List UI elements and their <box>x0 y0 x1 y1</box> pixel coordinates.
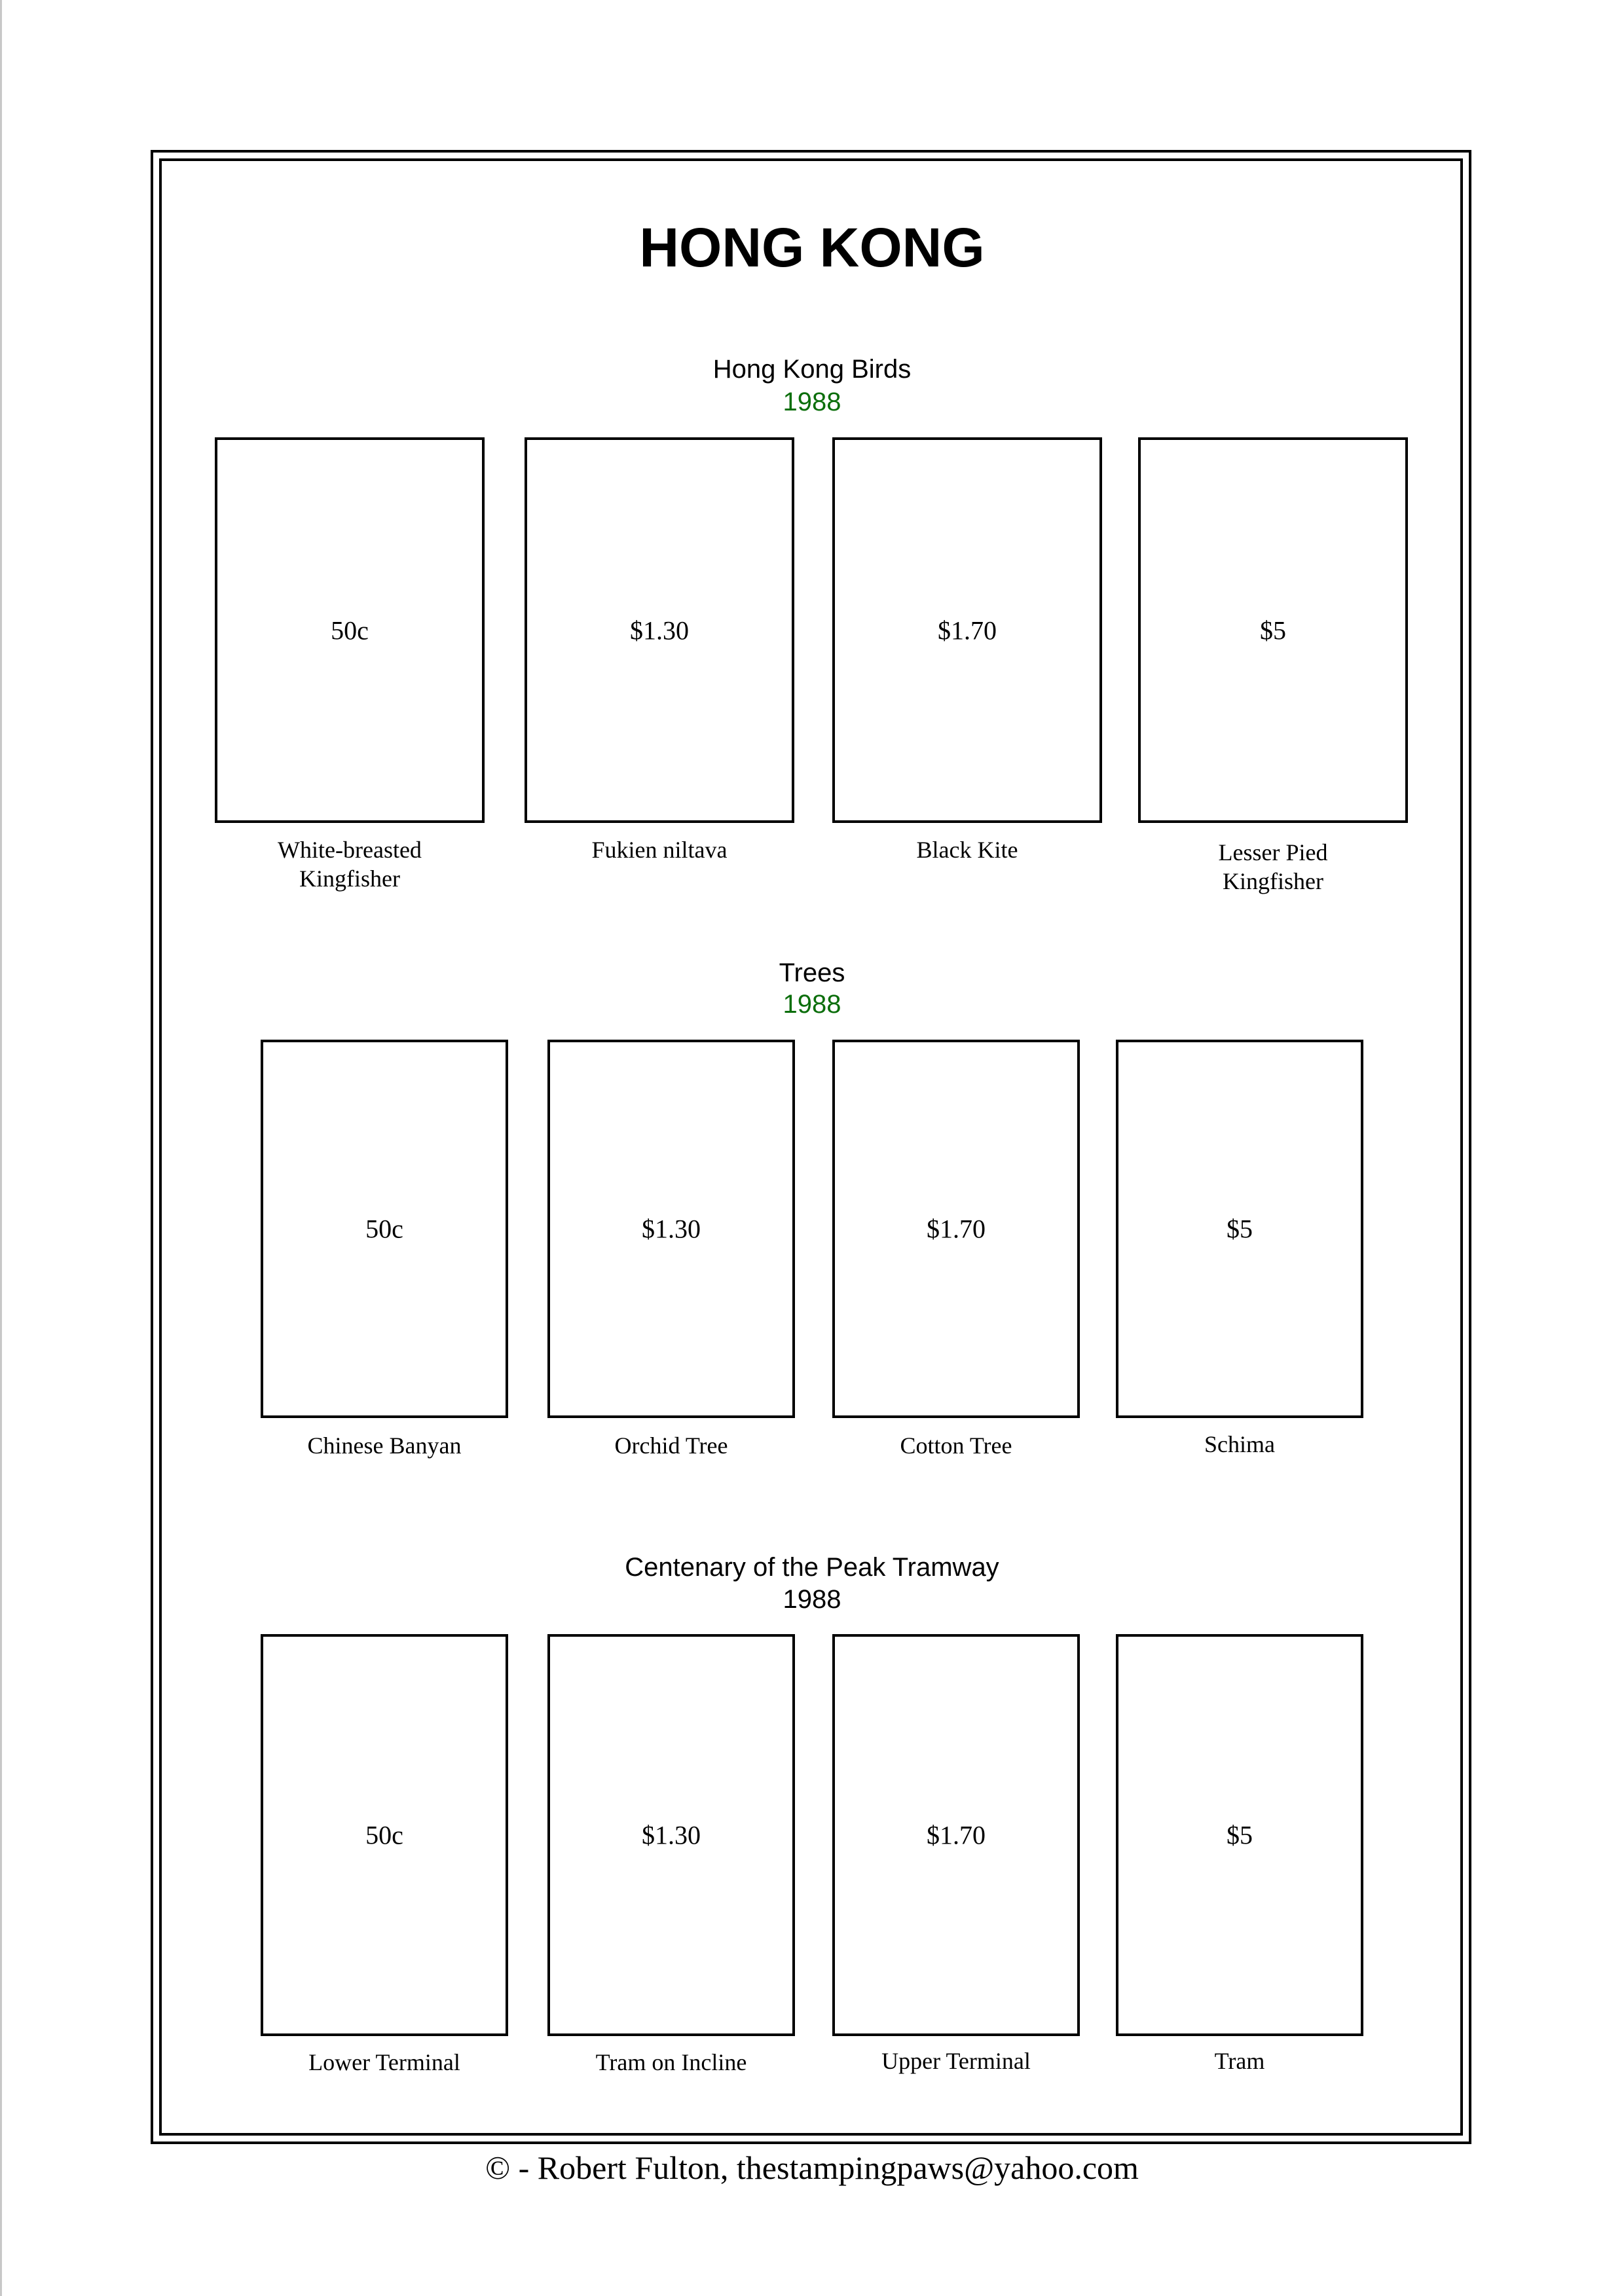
stamp-space <box>832 1634 1080 2036</box>
stamp-caption: Tram on Incline <box>595 2049 747 2075</box>
section-year-tramway: 1988 <box>783 1585 841 1614</box>
stamp-space <box>547 1040 795 1418</box>
stamp-value: $1.70 <box>927 1820 986 1850</box>
stamp-space <box>547 1634 795 2036</box>
stamp-space <box>261 1634 508 2036</box>
stamp-space <box>215 437 485 823</box>
stamp-caption: White-breasted Kingfisher <box>278 837 422 892</box>
stamp-caption: Black Kite <box>916 837 1018 863</box>
section-title-birds: Hong Kong Birds <box>712 355 912 384</box>
section-year-trees: 1988 <box>783 990 841 1019</box>
stamp-value: $5 <box>1227 1820 1253 1850</box>
stamp-value: $1.70 <box>938 615 997 645</box>
stamp-value: $5 <box>1260 615 1286 645</box>
stamp-caption: Lower Terminal <box>308 2049 460 2075</box>
stamp-caption: Upper Terminal <box>881 2048 1031 2074</box>
stamp-value: $5 <box>1227 1214 1253 1244</box>
stamp-caption: Cotton Tree <box>900 1432 1012 1459</box>
stamp-space <box>1138 437 1408 823</box>
stamp-value: $1.30 <box>642 1214 701 1244</box>
section-title-trees: Trees <box>779 958 845 987</box>
stamp-space <box>525 437 794 823</box>
stamp-space <box>1116 1634 1363 2036</box>
stamp-value: $1.30 <box>642 1820 701 1850</box>
section-year-birds: 1988 <box>783 388 841 416</box>
stamp-value: 50c <box>331 615 369 645</box>
stamp-space <box>1116 1040 1363 1418</box>
stamp-space <box>261 1040 508 1418</box>
stamp-value: 50c <box>365 1214 403 1244</box>
copyright-footer: © - Robert Fulton, thestampingpaws@yahoo.com <box>485 2149 1139 2186</box>
page-title: HONG KONG <box>639 217 985 278</box>
stamp-caption: Fukien niltava <box>591 837 728 863</box>
stamp-caption: Chinese Banyan <box>307 1432 462 1459</box>
stamp-space <box>832 437 1102 823</box>
stamp-value: $1.70 <box>927 1214 986 1244</box>
stamp-value: 50c <box>365 1820 403 1850</box>
section-title-tramway: Centenary of the Peak Tramway <box>625 1553 999 1582</box>
stamp-value: $1.30 <box>630 615 689 645</box>
stamp-caption: Orchid Tree <box>614 1432 728 1459</box>
stamp-space <box>832 1040 1080 1418</box>
page-edge-rule <box>0 0 2 2296</box>
stamp-caption: Tram <box>1214 2048 1265 2074</box>
stamp-caption: Schima <box>1204 1431 1275 1457</box>
stamp-caption: Lesser Pied Kingfisher <box>1218 839 1328 894</box>
